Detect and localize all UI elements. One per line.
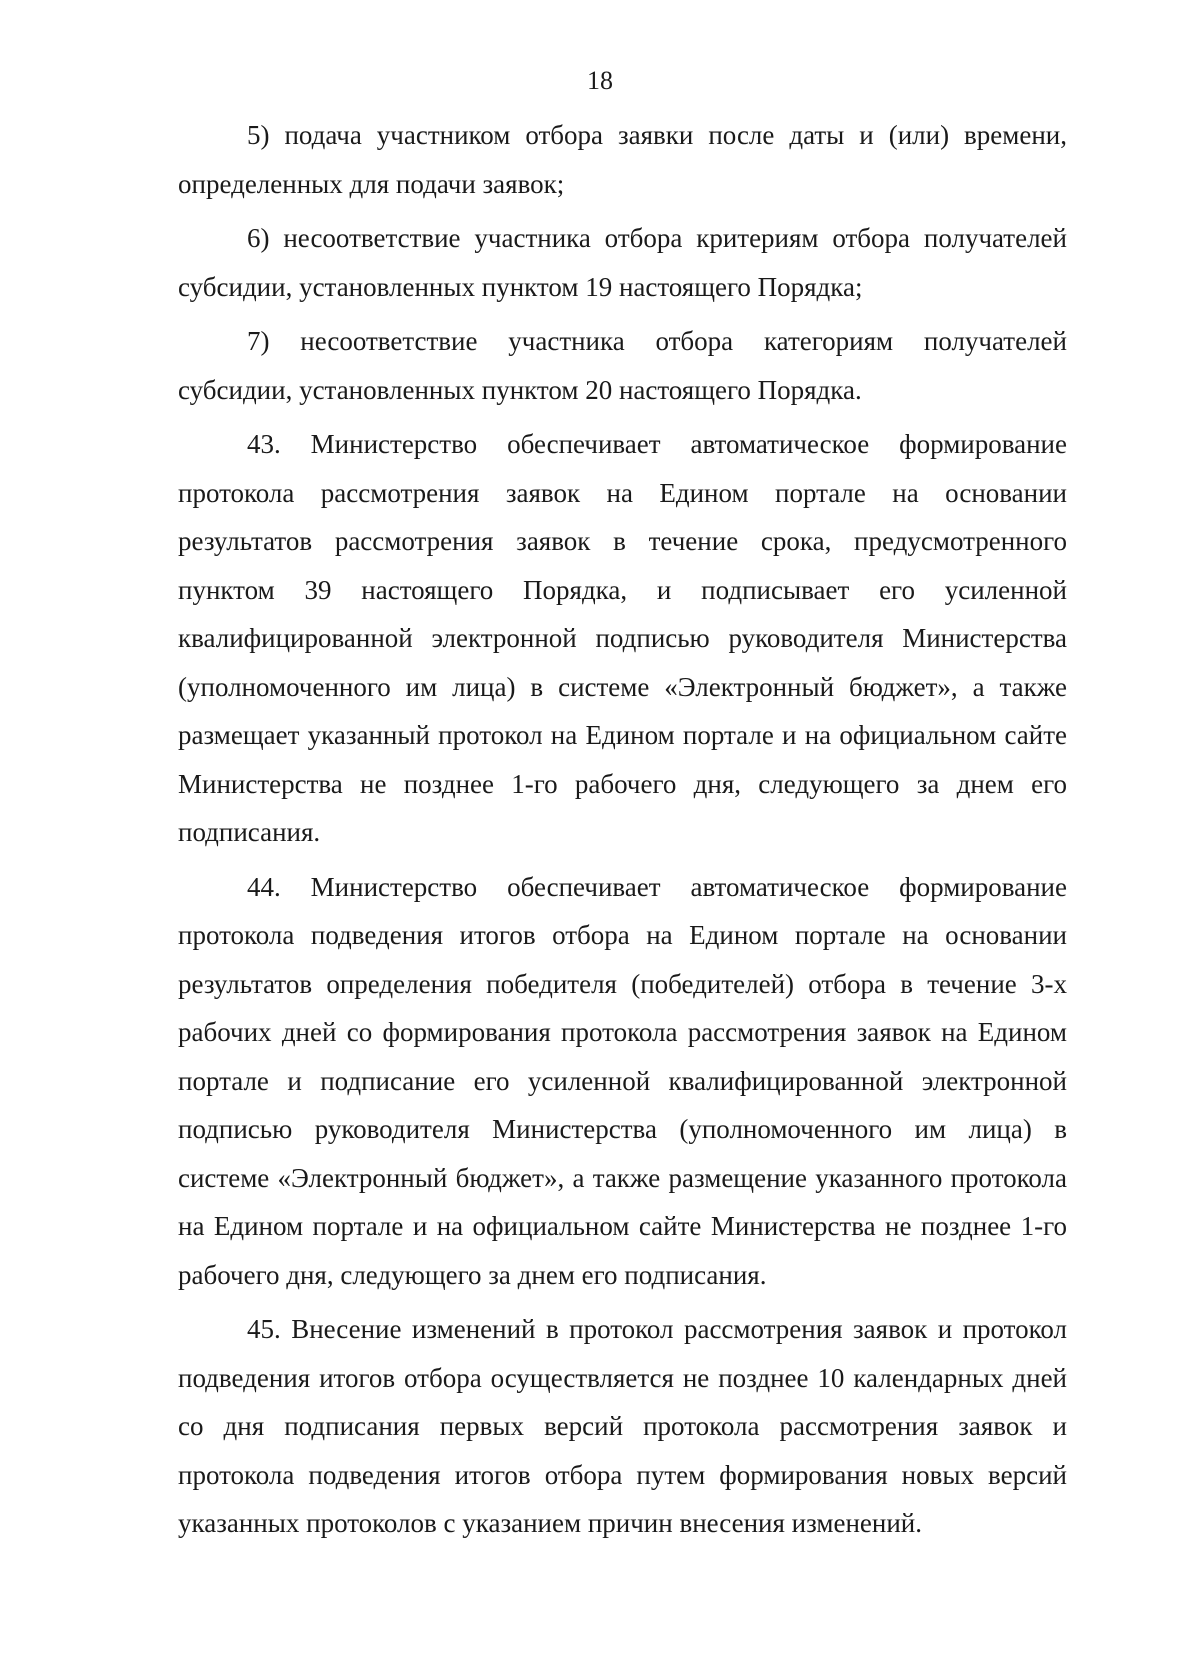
paragraph-item-5: 5) подача участником отбора заявки после даты и (или) времени, определенных для подачи заявок; [178, 120, 1067, 199]
paragraph-item-6: 6) несоответствие участника отбора критериям отбора получателей субсидии, установленных пунктом 19 настоящего Порядка; [178, 223, 1067, 302]
paragraph-44: 44. Министерство обеспечивает автоматическое формирование протокола подведения итогов отбора на Едином портале на основании результатов определения победителя (победителей) отбора в течение 3-х рабочих дней со формирования протокола рассмотрения заявок на Едином портале и подписание его усиленной квалифицированной электронной подписью руководителя Министерства (уполномоченного им лица) в системе «Электронный бюджет», а также размещение указанного протокола на Едином портале и на официальном сайте Министерства не позднее 1-го рабочего дня, следующего за днем его подписания. [178, 871, 1067, 1290]
paragraph-45: 45. Внесение изменений в протокол рассмотрения заявок и протокол подведения итогов отбора осуществляется не позднее 10 календарных дней со дня подписания первых версий протокола рассмотрения заявок и протокола подведения итогов отбора путем формирования новых версий указанных протоколов с указанием причин внесения изменений. [178, 1314, 1067, 1538]
document-body [178, 111, 1067, 1548]
paragraph-item-7: 7) несоответствие участника отбора категориям получателей субсидии, установленных пунктом 20 настоящего Порядка. [178, 326, 1067, 405]
paragraph-43: 43. Министерство обеспечивает автоматическое формирование протокола рассмотрения заявок на Едином портале на основании результатов рассмотрения заявок в течение срока, предусмотренного пунктом 39 настоящего Порядка, и подписывает его усиленной квалифицированной электронной подписью руководителя Министерства (уполномоченного им лица) в системе «Электронный бюджет», а также размещает указанный протокол на Едином портале и на официальном сайте Министерства не позднее 1-го рабочего дня, следующего за днем его подписания. [178, 429, 1067, 847]
page-number: 18 [587, 66, 613, 95]
